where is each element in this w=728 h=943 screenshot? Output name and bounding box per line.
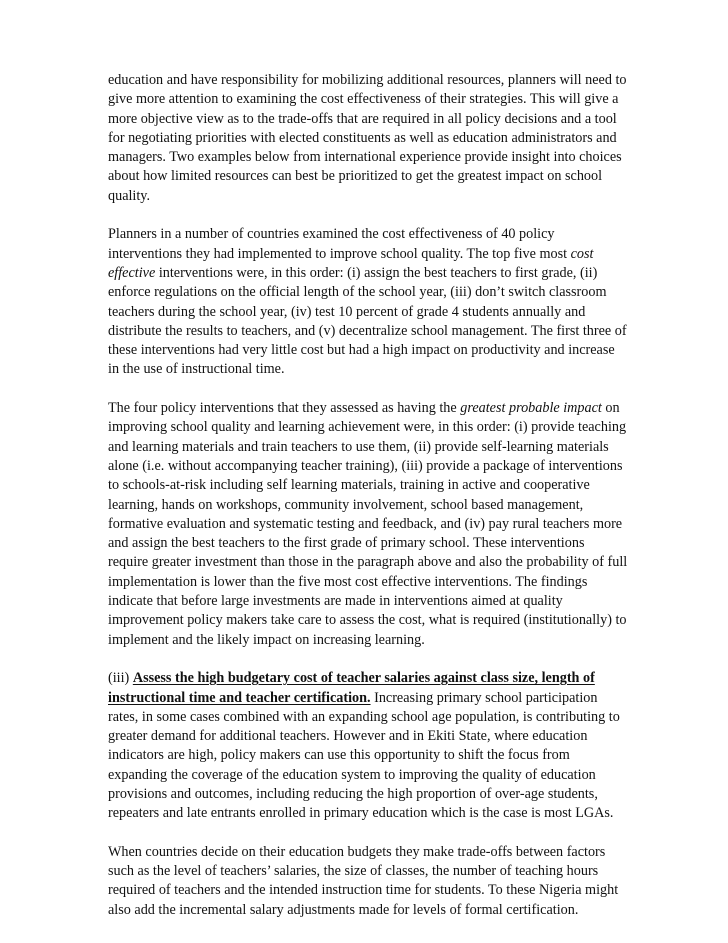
- emphasis-cost-effective: cost effective: [108, 245, 594, 281]
- paragraph-budget-tradeoffs: [108, 843, 628, 920]
- paragraph-text: Planners in a number of countries examined the cost effectiveness of 40 policy interventions they had implemented to improve school quality. The top five most: [108, 226, 571, 262]
- paragraph-cost-effectiveness-intro: [108, 71, 628, 206]
- paragraph-text: Increasing primary school participation rates, in some cases combined with an expanding school age population, is contributing to greater demand for additional teachers. However and in Ekiti State, where education indicators are high, policy makers can use this opportunity to shift the focus from expanding the coverage of the education system to improving the quality of education provisions and outcomes, including reducing the high proportion of over-age students, repeaters and late entrants enrolled in primary education which is the case is most LGAs.: [108, 689, 620, 822]
- paragraph-text: on improving school quality and learning achievement were, in this order: (i) provide teaching and learning materials and train teachers to use them, (ii) provide self-learning materials alone (i.e. without accompanying teacher training), (iii) provide a package of interventions to schools-at-risk including self learning materials, training in active and cooperative learning, hands on workshops, community involvement, school based management, formative evaluation and systematic testing and feedback, and (iv) pay rural teachers more and assign the best teachers to the first grade of primary school. These interventions require greater investment than those in the paragraph above and also the probability of full implementation is lower than the five most cost effective interventions. The findings indicate that before large investments are made in interventions aimed at quality improvement policy makers take care to assess the cost, what is required (institutionally) to implement and the likely impact on increasing learning.: [108, 400, 628, 648]
- emphasis-greatest-probable-impact: greatest probable impact: [460, 400, 602, 417]
- paragraph-text: interventions were, in this order: (i) assign the best teachers to first grade, (ii) enforce regulations on the official length of the school year, (iii) don’t switch classroom teachers during the school year, (iv) test 10 percent of grade 4 students annually and distribute the results to teachers, and (v) decentralize school management. The first three of these interventions had very little cost but had a high impact on productivity and increase in the use of instructional time.: [108, 264, 627, 378]
- paragraph-cost-effective-interventions: [108, 225, 628, 379]
- section-heading: Assess the high budgetary cost of teacher salaries against class size, length of instructional time and teacher certification.: [108, 670, 595, 706]
- paragraph-teacher-salaries: [108, 669, 628, 823]
- paragraph-text: When countries decide on their education budgets they make trade-offs between factors such as the level of teachers’ salaries, the size of classes, the number of teaching hours required of teachers and the intended instruction time for students. To these Nigeria might also add the incremental salary adjustments made for levels of formal certification.: [108, 843, 619, 918]
- paragraph-greatest-impact: [108, 399, 628, 650]
- paragraph-text: education and have responsibility for mobilizing additional resources, planners will need to give more attention to examining the cost effectiveness of their strategies. This will give a more objective view as to the trade-offs that are required in all policy decisions and a tool for negotiating priorities with elected constituents as well as education administrators and managers. Two examples below from international experience provide insight into choices about how limited resources can best be prioritized to get the greatest impact on school quality.: [108, 72, 627, 204]
- section-number: (iii): [108, 670, 133, 687]
- paragraph-text: The four policy interventions that they assessed as having the: [108, 400, 461, 417]
